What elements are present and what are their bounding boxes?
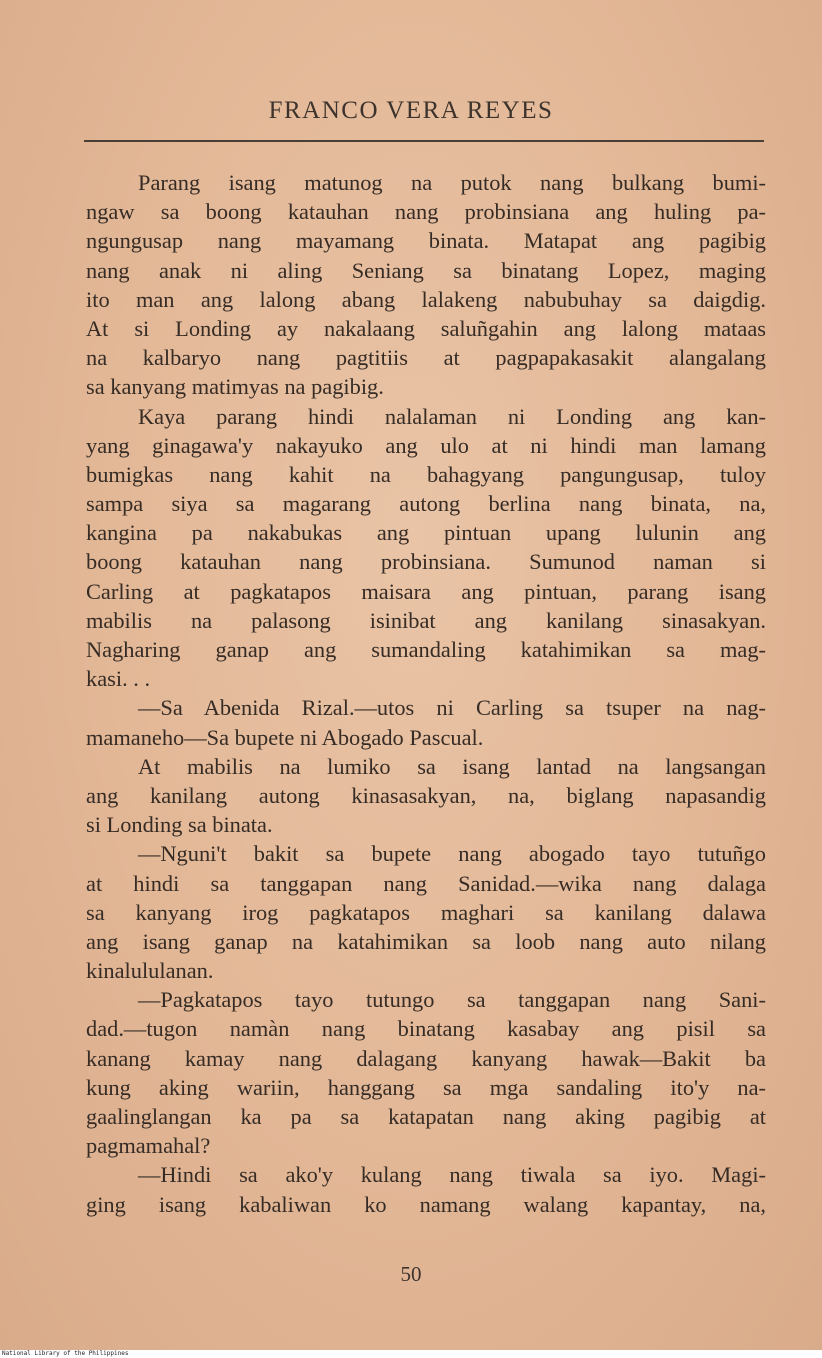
text-line: yang ginagawa'y nakayuko ang ulo at ni hindi man lamang bbox=[86, 432, 766, 458]
text-line: ang isang ganap na katahimikan sa loob nang auto nilang bbox=[86, 928, 766, 954]
text-line: Carling at pagkatapos maisara ang pintuan, parang isang bbox=[86, 578, 766, 604]
text-line: ngaw sa boong katauhan nang probinsiana ang huling pa- bbox=[86, 199, 766, 225]
text-line: —Nguni't bakit sa bupete nang abogado tayo tutuñgo bbox=[138, 841, 766, 867]
text-line: —Sa Abenida Rizal.—utos ni Carling sa tsuper na nag- bbox=[138, 695, 766, 721]
text-line: kanang kamay nang dalagang kanyang hawak—Bakit ba bbox=[86, 1045, 766, 1071]
text-line: sampa siya sa magarang autong berlina nang binata, na, bbox=[86, 491, 766, 517]
text-line: ngungusap nang mayamang binata. Matapat ang pagibig bbox=[86, 228, 766, 254]
text-line: at hindi sa tanggapan nang Sanidad.—wika nang dalaga bbox=[86, 870, 766, 896]
text-line: kung aking wariin, hanggang sa mga sandaling ito'y na- bbox=[86, 1074, 766, 1100]
credit-strip bbox=[0, 1350, 822, 1358]
text-line: sa kanyang irog pagkatapos maghari sa kanilang dalawa bbox=[86, 899, 766, 925]
header-rule bbox=[84, 140, 764, 142]
text-line: nang anak ni aling Seniang sa binatang Lopez, maging bbox=[86, 257, 766, 283]
page-number: 50 bbox=[400, 1262, 422, 1286]
text-line: ito man ang lalong abang lalakeng nabubuhay sa daigdig. bbox=[86, 286, 766, 312]
text-line: kasi. . . bbox=[86, 666, 151, 692]
text-line: kangina pa nakabukas ang pintuan upang lulunin ang bbox=[86, 520, 766, 546]
text-line: kinalululanan. bbox=[86, 958, 214, 984]
text-line: At si Londing ay nakalaang saluñgahin ang lalong mataas bbox=[86, 315, 766, 341]
text-line: boong katauhan nang probinsiana. Sumunod naman si bbox=[86, 549, 766, 575]
text-line: gaalinglangan ka pa sa katapatan nang aking pagibig at bbox=[86, 1104, 766, 1129]
running-head: FRANCO VERA REYES bbox=[268, 97, 554, 124]
text-line: —Hindi sa ako'y kulang nang tiwala sa iyo. Magi- bbox=[138, 1162, 766, 1188]
text-line: si Londing sa binata. bbox=[86, 812, 273, 838]
text-line: na kalbaryo nang pagtitiis at pagpapakasakit alangalang bbox=[86, 345, 766, 371]
library-credit: National Library of the Philippines bbox=[2, 1350, 129, 1357]
text-line: dad.—tugon namàn nang binatang kasabay ang pisil sa bbox=[86, 1016, 766, 1042]
text-line: bumigkas nang kahit na bahagyang pangungusap, tuloy bbox=[86, 461, 766, 487]
text-line: pagmamahal? bbox=[86, 1133, 211, 1159]
text-line: Kaya parang hindi nalalaman ni Londing ang kan- bbox=[138, 403, 766, 429]
text-line: ging isang kabaliwan ko namang walang kapantay, na, bbox=[86, 1191, 766, 1217]
text-line: —Pagkatapos tayo tutungo sa tanggapan nang Sani- bbox=[138, 987, 766, 1013]
body-text bbox=[86, 168, 766, 1219]
text-line: Parang isang matunog na putok nang bulkang bumi- bbox=[138, 170, 766, 195]
text-line: ang kanilang autong kinasasakyan, na, biglang napasandig bbox=[86, 782, 766, 808]
text-line: Nagharing ganap ang sumandaling katahimikan sa mag- bbox=[86, 637, 766, 662]
text-line: mamaneho—Sa bupete ni Abogado Pascual. bbox=[86, 724, 484, 750]
text-line: mabilis na palasong isinibat ang kanilang sinasakyan. bbox=[86, 607, 766, 633]
text-line: sa kanyang matimyas na pagibig. bbox=[86, 374, 384, 400]
text-line: At mabilis na lumiko sa isang lantad na langsangan bbox=[138, 753, 766, 779]
